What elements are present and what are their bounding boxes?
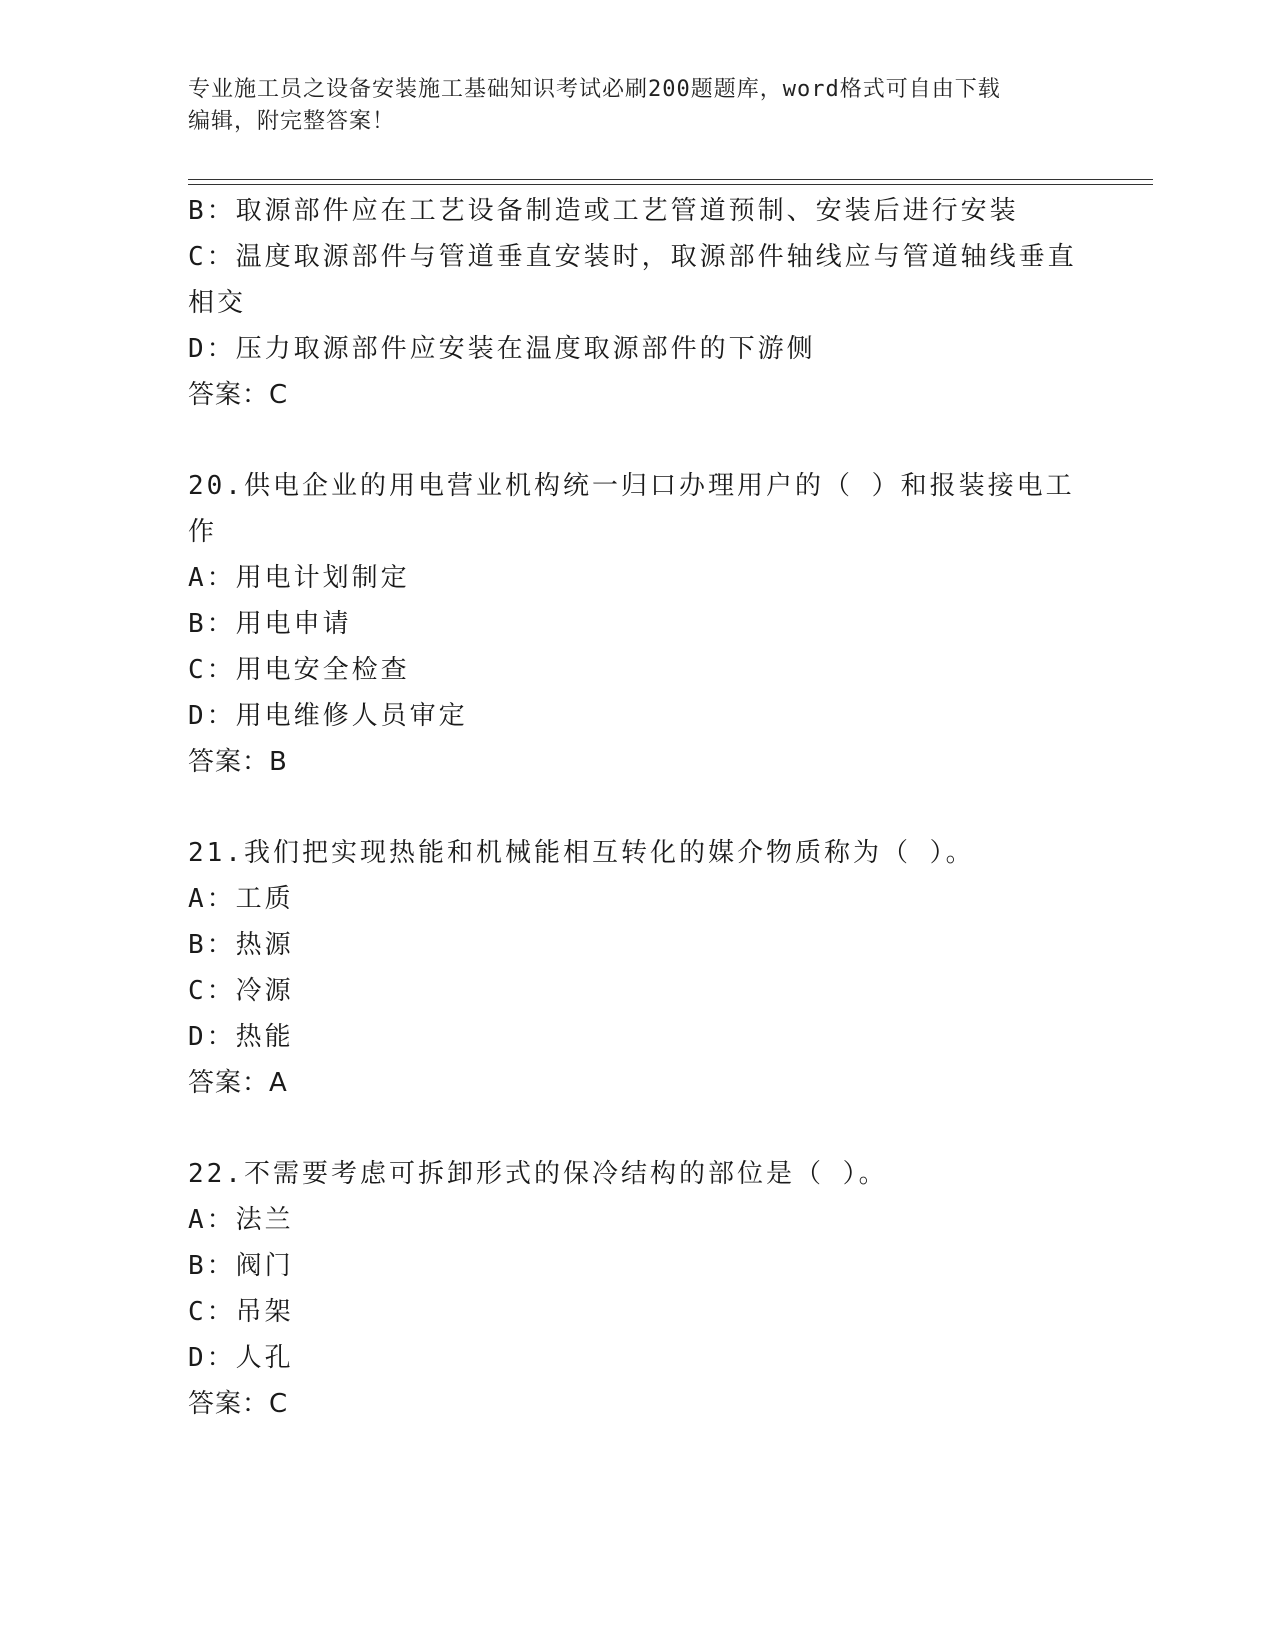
spacer	[188, 785, 1088, 830]
answer: 答案：C	[188, 380, 289, 410]
option-b: B：取源部件应在工艺设备制造或工艺管道预制、安装后进行安装	[188, 196, 1019, 226]
header-divider-top	[188, 179, 1153, 180]
answer: 答案：C	[188, 1389, 289, 1419]
question-block-21	[188, 830, 1088, 1106]
option-a: A：法兰	[188, 1205, 294, 1235]
question-stem: 22.不需要考虑可拆卸形式的保冷结构的部位是（ ）。	[188, 1159, 888, 1189]
question-stem: 21.我们把实现热能和机械能相互转化的媒介物质称为（ ）。	[188, 838, 975, 868]
document-header	[188, 74, 1088, 138]
question-stem: 20.供电企业的用电营业机构统一归口办理用户的（ ）和报装接电工	[188, 471, 1075, 501]
option-b: B：热源	[188, 930, 294, 960]
option-d: D：人孔	[188, 1343, 294, 1373]
spacer	[188, 418, 1088, 463]
header-line-2: 编辑，附完整答案！	[188, 109, 396, 134]
question-stem-continued: 作	[188, 517, 218, 547]
spacer	[188, 1106, 1088, 1151]
option-a: A：工质	[188, 884, 294, 914]
option-a: A：用电计划制定	[188, 563, 410, 593]
option-c-continued: 相交	[188, 288, 247, 318]
option-c: C：用电安全检查	[188, 655, 410, 685]
option-c: C：冷源	[188, 976, 294, 1006]
question-list	[188, 188, 1088, 1427]
option-d: D：热能	[188, 1022, 294, 1052]
option-b: B：阀门	[188, 1251, 294, 1281]
question-block-19	[188, 188, 1088, 418]
option-c: C：温度取源部件与管道垂直安装时，取源部件轴线应与管道轴线垂直	[188, 242, 1077, 272]
question-block-20	[188, 463, 1088, 785]
answer: 答案：A	[188, 1068, 288, 1098]
option-d: D：用电维修人员审定	[188, 701, 468, 731]
option-b: B：用电申请	[188, 609, 352, 639]
header-line-1: 专业施工员之设备安装施工基础知识考试必刷200题题库，word格式可自由下载	[188, 77, 1001, 102]
option-d: D：压力取源部件应安装在温度取源部件的下游侧	[188, 334, 816, 364]
header-divider-bottom	[188, 184, 1153, 185]
question-block-22	[188, 1151, 1088, 1427]
answer: 答案：B	[188, 747, 288, 777]
option-c: C：吊架	[188, 1297, 294, 1327]
